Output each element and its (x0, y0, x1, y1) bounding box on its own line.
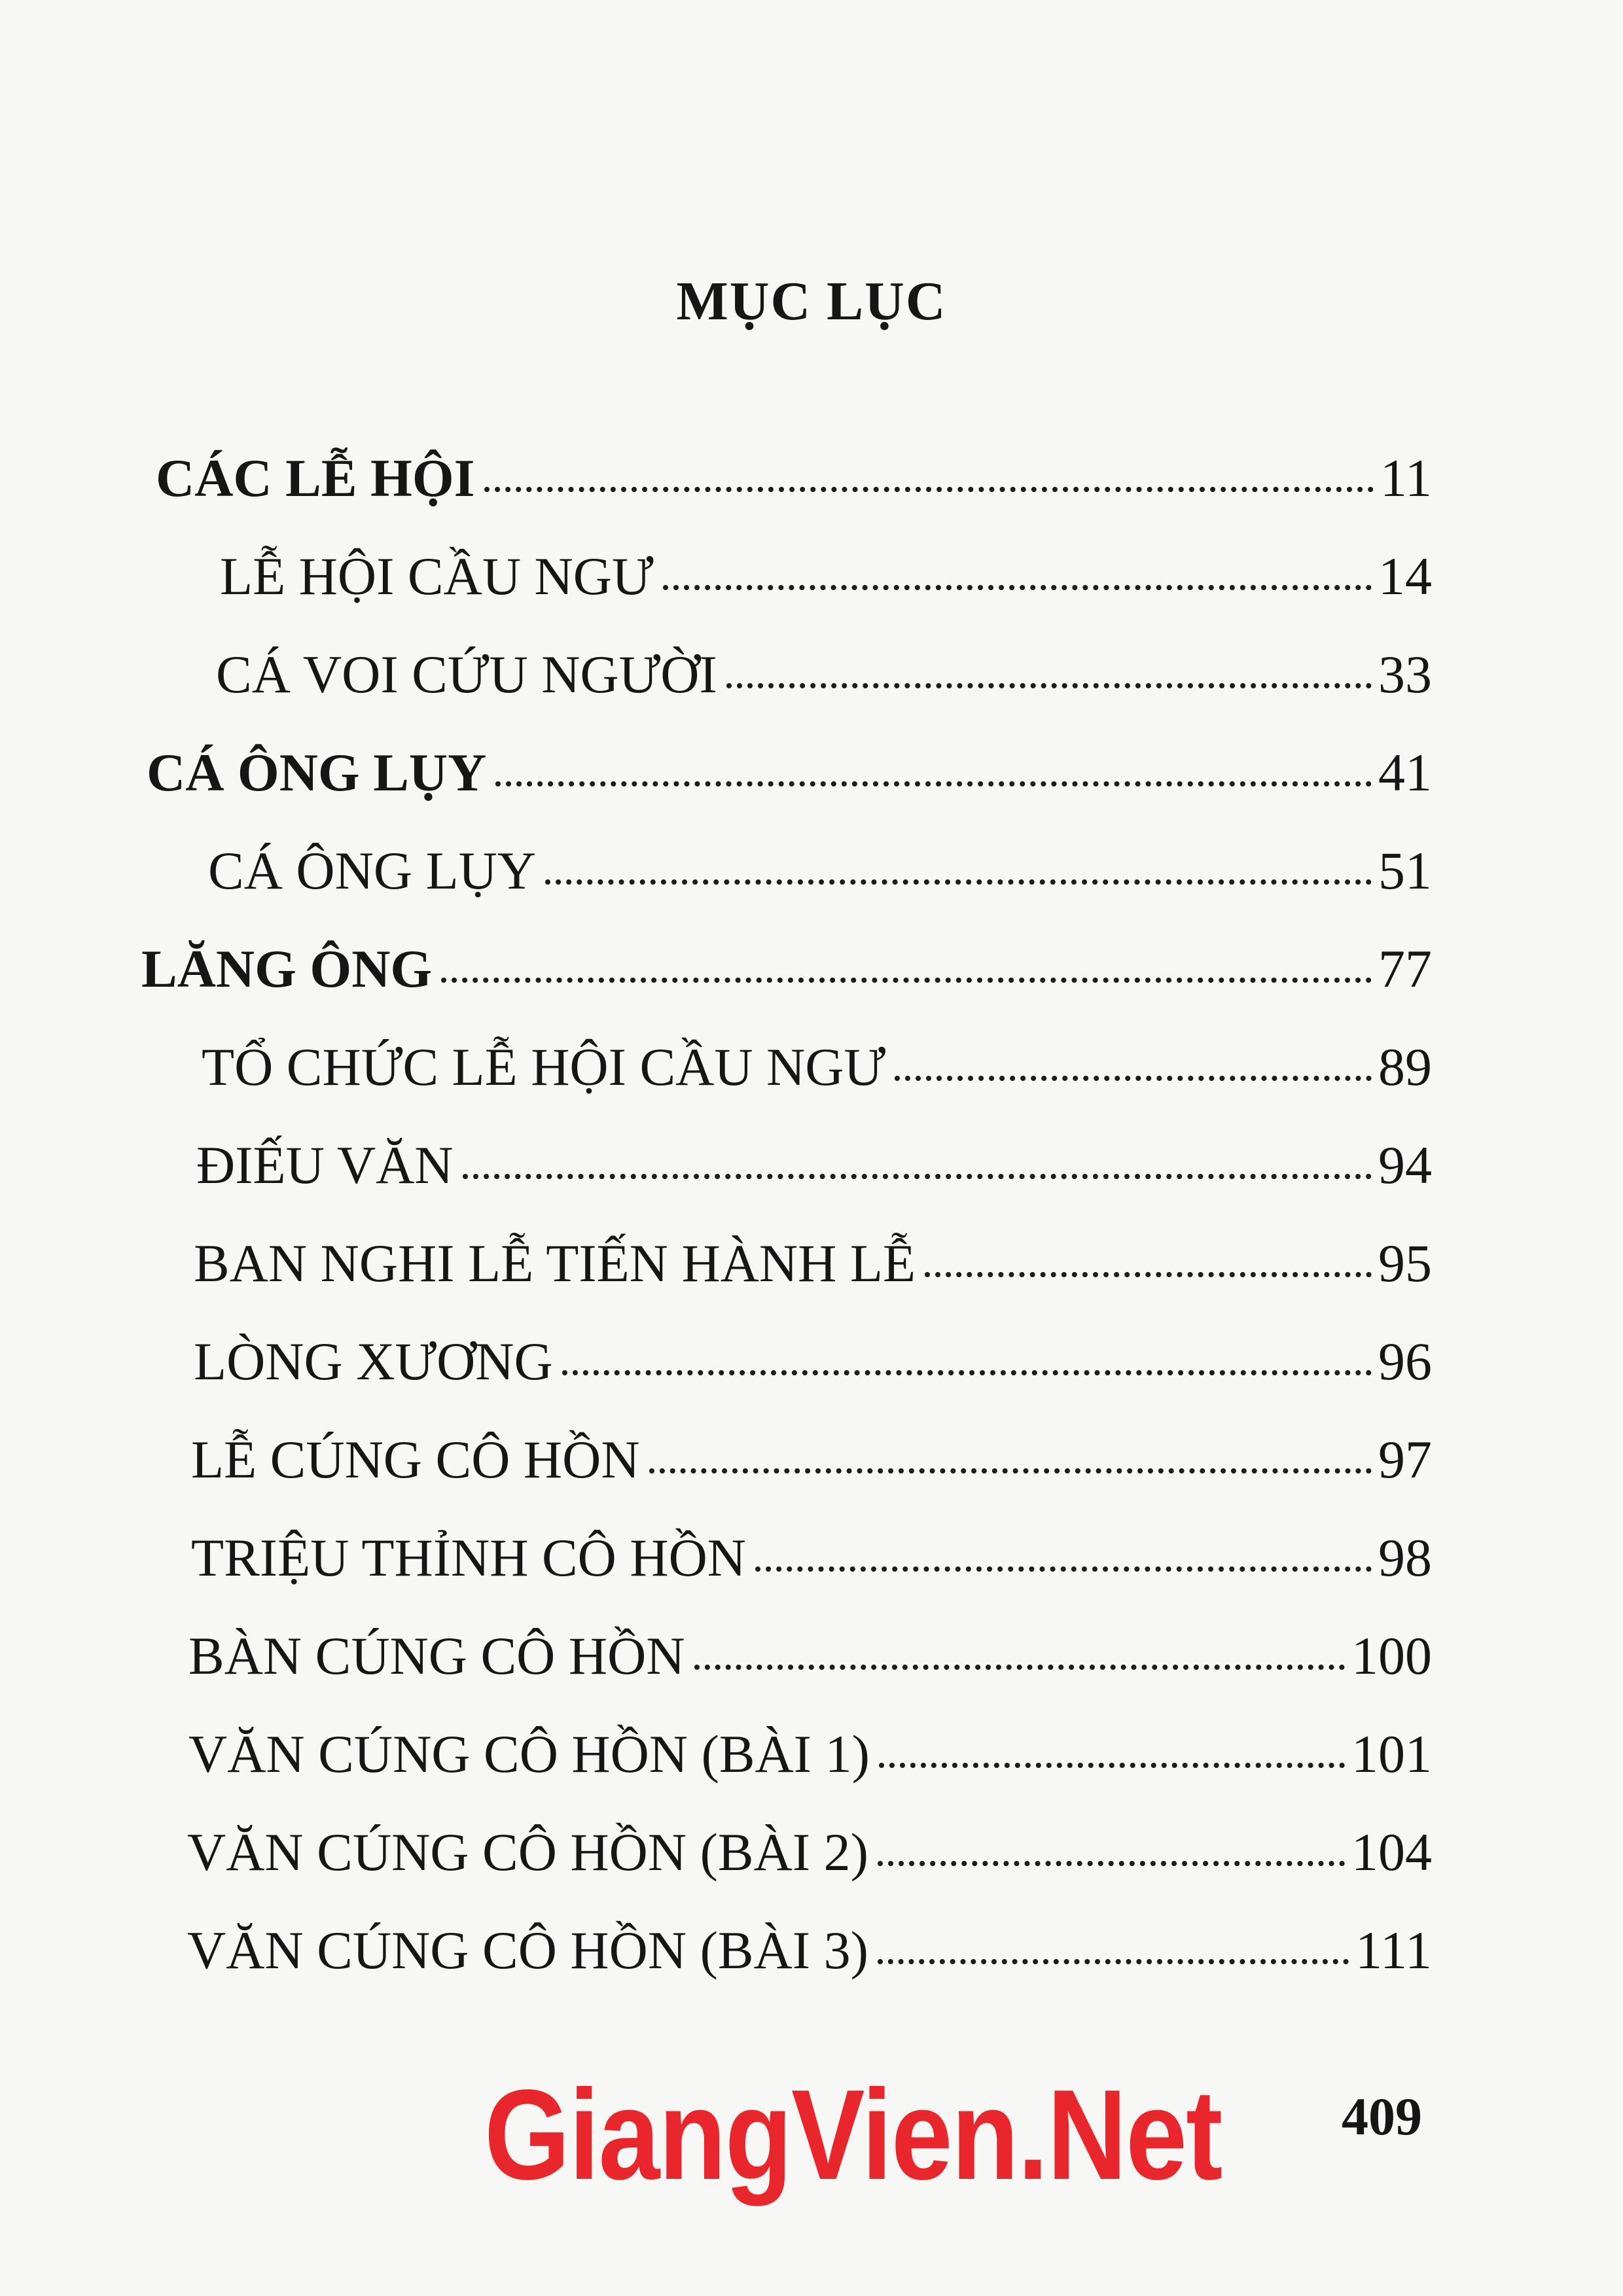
dot-leader (755, 1566, 1372, 1572)
toc-entry-label: VĂN CÚNG CÔ HỒN (BÀI 2) (187, 1822, 868, 1882)
toc-entry[interactable] (156, 448, 1432, 509)
toc-entry-label: ĐIẾU VĂN (196, 1135, 454, 1195)
toc-entry-label: VĂN CÚNG CÔ HỒN (BÀI 1) (188, 1724, 870, 1784)
dot-leader (663, 585, 1372, 590)
toc-entry-label: CÁC LỄ HỘI (156, 448, 475, 508)
toc-entry-page: 101 (1351, 1724, 1432, 1784)
toc-entry-page: 95 (1378, 1233, 1432, 1293)
toc-entry[interactable] (220, 546, 1432, 607)
toc-entry[interactable] (194, 1331, 1432, 1392)
toc-entry-label: LÒNG XƯƠNG (194, 1332, 553, 1391)
toc-entry-page: 11 (1380, 448, 1432, 508)
toc-entry-page: 100 (1351, 1626, 1432, 1686)
toc-entry-label: LĂNG ÔNG (141, 939, 433, 998)
toc-entry-page: 14 (1378, 546, 1432, 606)
dot-leader (495, 781, 1372, 786)
dot-leader (879, 1763, 1345, 1768)
toc-entry-page: 89 (1378, 1037, 1432, 1097)
toc-entry-page: 77 (1378, 939, 1432, 998)
toc-entry[interactable] (208, 840, 1432, 902)
dot-leader (463, 1174, 1372, 1179)
toc-entry-label: LỄ HỘI CẦU NGƯ (220, 546, 654, 606)
toc-entry-page: 111 (1355, 1920, 1432, 1980)
dot-leader (878, 1959, 1349, 1964)
dot-leader (441, 978, 1372, 983)
toc-entry-page: 98 (1378, 1528, 1432, 1587)
dot-leader (484, 487, 1374, 492)
toc-entry[interactable] (202, 1036, 1432, 1098)
toc-entry-label: BAN NGHI LỄ TIẾN HÀNH LỄ (194, 1233, 916, 1293)
toc-entry-label: CÁ VOI CỨU NGƯỜI (216, 645, 717, 704)
toc-entry-page: 94 (1378, 1135, 1432, 1195)
dot-leader (895, 1076, 1372, 1081)
toc-entry-page: 104 (1351, 1822, 1432, 1882)
dot-leader (878, 1861, 1345, 1866)
toc-entry-label: VĂN CÚNG CÔ HỒN (BÀI 3) (187, 1920, 868, 1980)
toc-entry[interactable] (191, 1429, 1432, 1491)
dot-leader (562, 1370, 1372, 1375)
toc-entry-page: 97 (1378, 1430, 1432, 1489)
toc-entry[interactable] (188, 1723, 1432, 1785)
dot-leader (726, 683, 1372, 688)
toc-entry[interactable] (188, 1625, 1432, 1687)
toc-entry[interactable] (216, 644, 1432, 705)
toc-entry[interactable] (187, 1920, 1432, 1981)
dot-leader (694, 1665, 1345, 1670)
toc-entry-page: 41 (1378, 743, 1432, 802)
toc-entry[interactable] (191, 1527, 1432, 1589)
toc-entry-label: CÁ ÔNG LỤY (208, 841, 537, 900)
watermark-text: GiangVien.Net (484, 2063, 1222, 2206)
dot-leader (545, 879, 1372, 885)
toc-entry-label: CÁ ÔNG LỤY (147, 743, 487, 802)
toc-entry-label: BÀN CÚNG CÔ HỒN (188, 1626, 685, 1686)
toc-entry[interactable] (147, 742, 1432, 804)
toc-entry-page: 51 (1378, 841, 1432, 900)
toc-entry-label: LỄ CÚNG CÔ HỒN (191, 1430, 640, 1489)
toc-entry[interactable] (141, 938, 1432, 1000)
page-title: MỤC LỤC (676, 271, 947, 332)
dot-leader (925, 1272, 1372, 1277)
toc-entry-page: 96 (1378, 1332, 1432, 1391)
toc-entry-page: 33 (1378, 645, 1432, 704)
toc-entry-label: TRIỆU THỈNH CÔ HỒN (191, 1528, 747, 1587)
toc-entry[interactable] (187, 1822, 1432, 1883)
toc-entry[interactable] (194, 1233, 1432, 1294)
page-number: 409 (1342, 2087, 1422, 2146)
dot-leader (649, 1468, 1372, 1474)
toc-entry[interactable] (196, 1135, 1432, 1196)
toc-entry-label: TỔ CHỨC LỄ HỘI CẦU NGƯ (202, 1037, 886, 1097)
